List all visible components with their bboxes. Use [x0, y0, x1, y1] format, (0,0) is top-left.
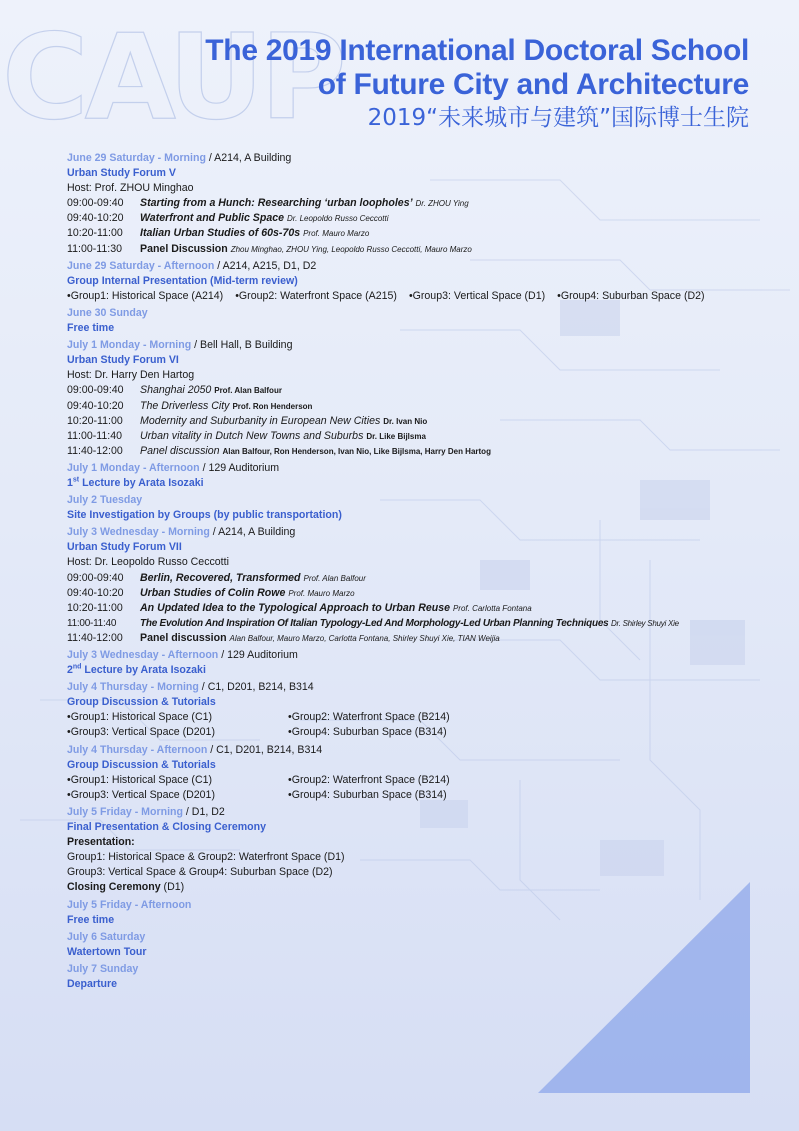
session-title: Free time — [67, 913, 115, 926]
session-host: Host: Dr. Leopoldo Russo Ceccotti — [67, 556, 229, 569]
talk-time: 11:00-11:40 — [67, 429, 122, 442]
talk-time: 09:40-10:20 — [67, 212, 124, 225]
talk-row — [67, 631, 767, 646]
talk-speaker: Dr. Like Bijlsma — [366, 431, 426, 441]
page-header — [205, 34, 749, 133]
session-title: Urban Study Forum VII — [67, 541, 182, 554]
talk-speaker: Zhou Minghao, ZHOU Ying, Leopoldo Russo Ceccotti, Mauro Marzo — [230, 244, 472, 254]
talk-time: 09:00-09:40 — [67, 384, 124, 397]
talk-title: Italian Urban Studies of 60s-70s — [140, 227, 301, 240]
talk-time: 11:40-12:00 — [67, 631, 123, 644]
group-item: •Group2: Waterfront Space (A215) — [235, 289, 397, 302]
talk-title: Panel discussion — [140, 444, 220, 457]
title-line-2: of Future City and Architecture — [317, 68, 749, 101]
lecture-ordinal: nd — [72, 663, 82, 671]
talk-row — [67, 399, 767, 414]
talk-title: An Updated Idea to the Typological Approach to Urban Reuse — [140, 601, 450, 614]
group-item: •Group4: Suburban Space (B314) — [288, 788, 447, 801]
session-location: / D1, D2 — [182, 805, 225, 818]
session-day: July 7 Sunday — [67, 962, 139, 975]
session-location: / 129 Auditorium — [199, 461, 280, 474]
talk-time: 09:40-10:20 — [67, 399, 124, 412]
talk-row — [67, 414, 767, 429]
session-july5-morning — [67, 805, 767, 896]
talk-speaker: Prof. Carlotta Fontana — [452, 603, 532, 613]
session-host: Host: Dr. Harry Den Hartog — [67, 369, 195, 382]
talk-time: 09:00-09:40 — [67, 197, 124, 210]
group-list — [67, 289, 767, 304]
talk-title: The Evolution And Inspiration Of Italian Typology-Led And Morphology-Led Urban Planning Techniques — [140, 617, 609, 629]
session-july6 — [67, 930, 767, 960]
session-title: Final Presentation & Closing Ceremony — [67, 821, 266, 834]
session-title: Urban Study Forum VI — [67, 354, 179, 367]
session-day: July 1 Monday - Afternoon — [67, 461, 200, 474]
group-item: •Group3: Vertical Space (D201) — [67, 726, 215, 739]
session-june30 — [67, 306, 767, 336]
talk-speaker: Dr. Shirley Shuyi Xie — [611, 618, 679, 628]
talk-row — [67, 211, 767, 226]
talk-speaker: Prof. Alan Balfour — [303, 573, 366, 583]
session-july7 — [67, 962, 767, 992]
session-day: July 1 Monday - Morning — [67, 339, 192, 352]
session-title: Site Investigation by Groups (by public transportation) — [67, 509, 342, 522]
talk-row — [67, 601, 767, 616]
talk-row — [67, 616, 767, 631]
closing-row — [67, 880, 767, 895]
group-row — [67, 725, 767, 740]
session-title: Urban Study Forum V — [67, 167, 176, 180]
session-day: July 3 Wednesday - Afternoon — [67, 649, 219, 661]
session-day: June 29 Saturday - Afternoon — [67, 259, 215, 272]
talk-title: Panel Discussion — [140, 242, 228, 255]
session-july4-morning — [67, 680, 767, 740]
group-item: •Group4: Suburban Space (B314) — [288, 726, 447, 739]
talk-speaker: Dr. Leopoldo Russo Ceccotti — [286, 214, 389, 224]
talk-row — [67, 383, 767, 398]
talk-speaker: Prof. Alan Balfour — [214, 386, 282, 396]
session-location: / Bell Hall, B Building — [191, 339, 293, 352]
talk-row — [67, 242, 767, 257]
session-day: July 4 Thursday - Morning — [67, 681, 199, 694]
group-row — [67, 788, 767, 803]
talk-row — [67, 429, 767, 444]
session-day: July 3 Wednesday - Morning — [67, 526, 210, 539]
caup-watermark: CAUP — [2, 8, 343, 146]
session-host: Host: Prof. ZHOU Minghao — [67, 182, 194, 195]
talk-time: 11:00-11:30 — [67, 242, 122, 255]
group-item: •Group3: Vertical Space (D1) — [408, 289, 546, 302]
talk-title: Urban Studies of Colin Rowe — [140, 586, 286, 599]
closing-location: (D1) — [160, 881, 185, 894]
lecture-title: Lecture by Arata Isozaki — [79, 476, 204, 489]
session-july4-afternoon — [67, 743, 767, 803]
talk-speaker: Prof. Mauro Marzo — [288, 588, 355, 598]
talk-title: Berlin, Recovered, Transformed — [140, 571, 301, 584]
session-july3-morning — [67, 525, 767, 646]
session-location: / A214, A215, D1, D2 — [214, 259, 317, 272]
session-day: July 2 Tuesday — [67, 494, 143, 507]
talk-speaker: Prof. Mauro Marzo — [303, 229, 370, 239]
talk-time: 10:20-11:00 — [67, 414, 123, 427]
lecture-ordinal: st — [72, 476, 80, 484]
session-july5-afternoon — [67, 898, 767, 928]
session-title: Group Discussion & Tutorials — [67, 696, 216, 709]
session-title — [67, 476, 767, 491]
session-title: Group Discussion & Tutorials — [67, 758, 216, 771]
talk-speaker: Alan Balfour, Mauro Marzo, Carlotta Fontana, Shirley Shuyi Xie, TIAN Weijia — [229, 633, 500, 643]
talk-title: Panel discussion — [140, 631, 227, 644]
session-location: / C1, D201, B214, B314 — [198, 681, 314, 694]
talk-title: Starting from a Hunch: Researching ‘urban loopholes’ — [140, 197, 413, 210]
lecture-title: Lecture by Arata Isozaki — [81, 664, 206, 677]
session-title: Watertown Tour — [67, 945, 147, 958]
talk-speaker: Prof. Ron Henderson — [232, 401, 313, 411]
presentation-line: Group3: Vertical Space & Group4: Suburban Space (D2) — [67, 866, 333, 879]
title-chinese: 2019“未来城市与建筑”国际博士生院 — [367, 105, 749, 131]
lecture-number: 2 — [67, 664, 73, 677]
group-item: •Group2: Waterfront Space (B214) — [288, 773, 450, 786]
session-title: Free time — [67, 322, 115, 335]
group-item: •Group1: Historical Space (C1) — [67, 711, 213, 724]
session-day: July 5 Friday - Afternoon — [67, 898, 192, 911]
talk-row — [67, 571, 767, 586]
talk-time: 09:40-10:20 — [67, 586, 124, 599]
talk-title: The Driverless City — [140, 399, 230, 412]
talk-row — [67, 444, 767, 459]
talk-row — [67, 196, 767, 211]
group-row — [67, 773, 767, 788]
session-location: / A214, A Building — [205, 152, 292, 164]
talk-title: Shanghai 2050 — [140, 384, 212, 397]
session-july3-afternoon — [67, 648, 767, 678]
session-june29-morning — [67, 151, 767, 257]
title-line-1: The 2019 International Doctoral School — [205, 34, 749, 67]
talk-title: Urban vitality in Dutch New Towns and Suburbs — [140, 429, 364, 442]
schedule — [67, 151, 767, 994]
group-item: •Group4: Suburban Space (D2) — [557, 289, 705, 302]
group-item: •Group1: Historical Space (C1) — [67, 773, 213, 786]
session-july1-afternoon — [67, 461, 767, 491]
talk-row — [67, 586, 767, 601]
session-day: July 5 Friday - Morning — [67, 805, 183, 818]
group-row — [67, 710, 767, 725]
closing-label: Closing Ceremony — [67, 881, 161, 894]
session-day: June 30 Sunday — [67, 306, 148, 319]
talk-time: 10:20-11:00 — [67, 601, 123, 614]
session-day: July 6 Saturday — [67, 930, 146, 943]
group-item: •Group2: Waterfront Space (B214) — [288, 711, 450, 724]
talk-time: 10:20-11:00 — [67, 227, 123, 240]
session-title: Group Internal Presentation (Mid-term review) — [67, 274, 298, 287]
session-june29-afternoon — [67, 259, 767, 304]
talk-speaker: Dr. ZHOU Ying — [415, 199, 469, 209]
talk-title: Modernity and Suburbanity in European New Cities — [140, 414, 381, 427]
session-title — [67, 663, 767, 678]
session-july2 — [67, 493, 767, 523]
session-day: June 29 Saturday - Morning — [67, 152, 206, 164]
presentation-line: Group1: Historical Space & Group2: Waterfront Space (D1) — [67, 851, 345, 864]
talk-title: Waterfront and Public Space — [140, 212, 285, 225]
session-location: / C1, D201, B214, B314 — [207, 743, 323, 756]
session-location: / 129 Auditorium — [218, 649, 298, 661]
session-location: / A214, A Building — [209, 526, 296, 539]
session-july1-morning — [67, 338, 767, 459]
talk-speaker: Alan Balfour, Ron Henderson, Ivan Nio, Like Bijlsma, Harry Den Hartog — [222, 446, 491, 456]
presentation-label: Presentation: — [67, 836, 135, 849]
talk-row — [67, 226, 767, 241]
group-item: •Group1: Historical Space (A214) — [67, 289, 224, 302]
group-item: •Group3: Vertical Space (D201) — [67, 788, 215, 801]
talk-speaker: Dr. Ivan Nio — [383, 416, 428, 426]
talk-time: 11:40-12:00 — [67, 444, 123, 457]
session-title: Departure — [67, 977, 118, 990]
lecture-number: 1 — [67, 476, 73, 489]
talk-time: 11:00-11:40 — [67, 617, 117, 629]
session-day: July 4 Thursday - Afternoon — [67, 743, 208, 756]
talk-time: 09:00-09:40 — [67, 571, 124, 584]
